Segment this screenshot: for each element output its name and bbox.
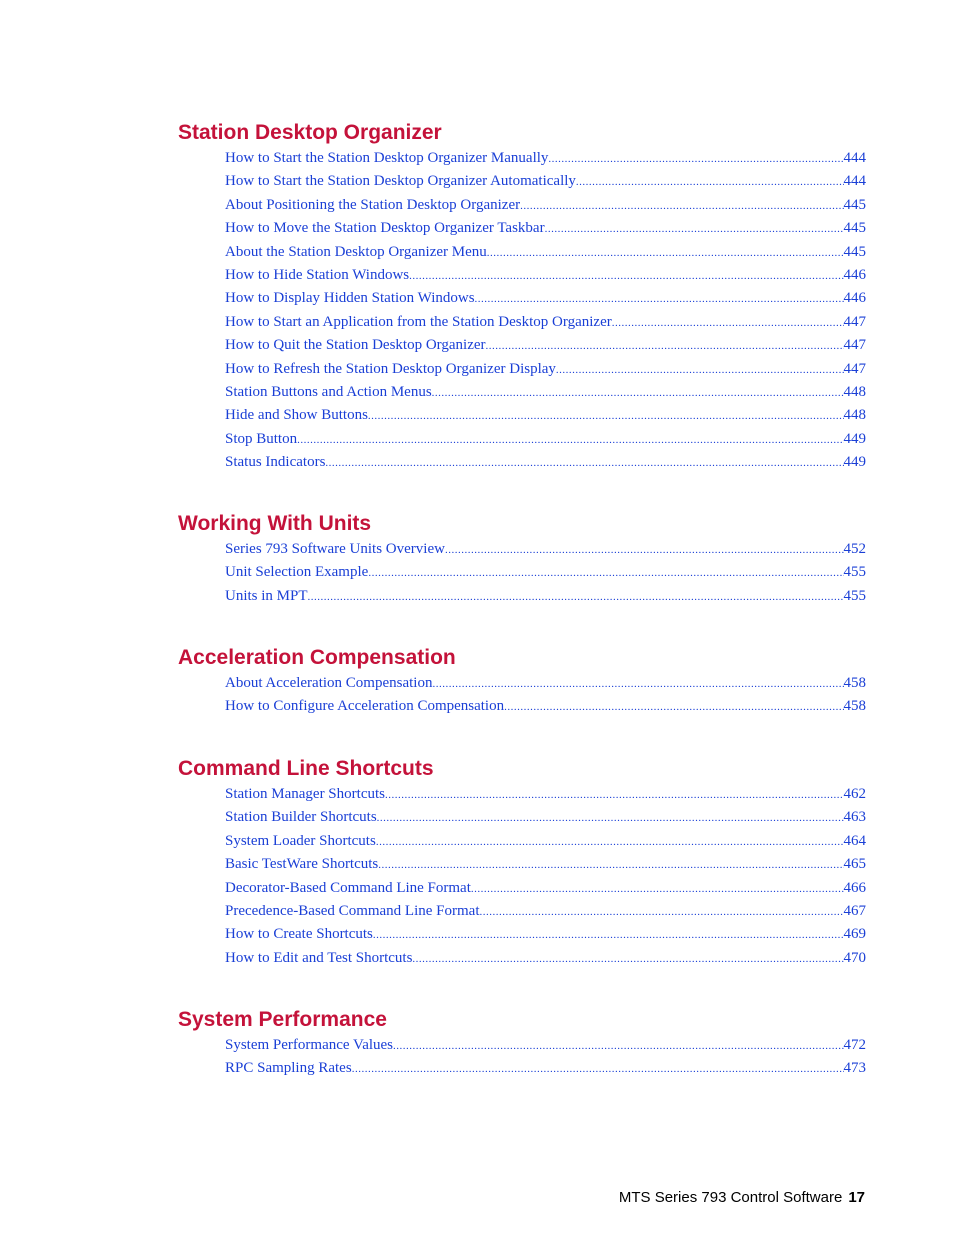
toc-entry[interactable] xyxy=(225,561,866,584)
dot-leader xyxy=(475,288,844,311)
toc-entry[interactable] xyxy=(225,287,866,310)
toc-entry[interactable] xyxy=(225,311,866,334)
toc-entry[interactable] xyxy=(225,241,866,264)
toc-entry-label: Status Indicators xyxy=(225,454,326,471)
toc-entry-page: 447 xyxy=(843,313,866,330)
toc-section-acceleration-compensation xyxy=(178,644,866,719)
dot-leader xyxy=(545,218,844,241)
toc-entry-list xyxy=(225,783,866,970)
dot-leader xyxy=(556,359,844,382)
dot-leader xyxy=(520,195,843,218)
toc-entry-list xyxy=(225,672,866,719)
toc-entry-label: How to Hide Station Windows xyxy=(225,266,410,283)
toc-entry-label: Series 793 Software Units Overview xyxy=(225,541,445,557)
toc-entry-page: 469 xyxy=(843,926,866,943)
toc-entry-page: 463 xyxy=(843,809,866,826)
toc-entry[interactable] xyxy=(225,1057,866,1080)
toc-entry-page: 470 xyxy=(843,949,866,966)
toc-entry-label: How to Edit and Test Shortcuts xyxy=(225,949,413,966)
dot-leader xyxy=(378,854,843,877)
toc-entry-label: How to Create Shortcuts xyxy=(225,926,373,943)
toc-entry-list xyxy=(225,538,866,608)
toc-entry[interactable] xyxy=(225,783,866,806)
toc-entry-label: Station Manager Shortcuts xyxy=(225,786,385,802)
toc-entry-page: 462 xyxy=(843,786,866,802)
toc-entry[interactable] xyxy=(225,672,866,695)
toc-entry-label: Station Builder Shortcuts xyxy=(225,809,377,826)
toc-entry-page: 446 xyxy=(843,266,866,283)
toc-entry-page: 449 xyxy=(843,430,866,447)
toc-entry-label: Basic TestWare Shortcuts xyxy=(225,856,379,873)
dot-leader xyxy=(393,1035,843,1058)
footer-page-number: 17 xyxy=(848,1189,865,1206)
dot-leader xyxy=(504,696,843,719)
dot-leader xyxy=(308,586,844,609)
toc-entry[interactable] xyxy=(225,806,866,829)
toc-entry-page: 452 xyxy=(843,541,866,557)
toc-entry-label: System Performance Values xyxy=(225,1037,394,1053)
toc-entry[interactable] xyxy=(225,877,866,900)
toc-entry-label: Unit Selection Example xyxy=(225,564,369,581)
toc-entry-page: 455 xyxy=(843,587,866,604)
dot-leader xyxy=(471,878,844,901)
toc-entry[interactable] xyxy=(225,900,866,923)
toc-entry[interactable] xyxy=(225,428,866,451)
toc-entry-page: 448 xyxy=(843,383,866,400)
toc-entry-page: 445 xyxy=(843,196,866,213)
toc-entry-label: Stop Button xyxy=(225,430,298,447)
dot-leader xyxy=(368,562,843,585)
section-heading: Working With Units xyxy=(178,512,372,535)
toc-entry-label: How to Start the Station Desktop Organizer Manually xyxy=(225,150,549,166)
toc-entry-page: 466 xyxy=(843,879,866,896)
dot-leader xyxy=(409,265,843,288)
toc-entry-label: Units in MPT xyxy=(225,587,308,604)
dot-leader xyxy=(486,335,844,358)
toc-entry-label: About Acceleration Compensation xyxy=(225,675,433,691)
toc-entry-page: 464 xyxy=(843,832,866,849)
toc-entry-label: Station Buttons and Action Menus xyxy=(225,383,432,400)
toc-entry-label: How to Quit the Station Desktop Organizer xyxy=(225,337,486,354)
dot-leader xyxy=(412,948,843,971)
toc-entry-label: About Positioning the Station Desktop Organizer xyxy=(225,196,521,213)
toc-entry-page: 449 xyxy=(843,454,866,471)
dot-leader xyxy=(612,312,844,335)
toc-entry[interactable] xyxy=(225,358,866,381)
section-heading: Command Line Shortcuts xyxy=(178,757,434,780)
dot-leader xyxy=(487,242,844,265)
dot-leader xyxy=(368,405,844,428)
toc-entry-page: 446 xyxy=(843,290,866,307)
toc-entry-page: 448 xyxy=(843,407,866,424)
toc-section-system-performance xyxy=(178,1006,866,1081)
toc-entry-label: How to Start the Station Desktop Organizer Automatically xyxy=(225,173,576,190)
toc-entry-page: 472 xyxy=(843,1037,866,1053)
toc-entry[interactable] xyxy=(225,194,866,217)
toc-entry-label: RPC Sampling Rates xyxy=(225,1060,352,1077)
toc-entry-page: 455 xyxy=(843,564,866,581)
toc-entry-list xyxy=(225,147,866,474)
toc-section-working-with-units xyxy=(178,510,866,608)
toc-entry[interactable] xyxy=(225,538,866,561)
dot-leader xyxy=(373,924,844,947)
toc-entry[interactable] xyxy=(225,451,866,474)
toc-entry[interactable] xyxy=(225,853,866,876)
toc-entry-page: 445 xyxy=(843,243,866,260)
toc-entry-page: 458 xyxy=(843,698,866,715)
section-heading: Acceleration Compensation xyxy=(178,646,456,669)
dot-leader xyxy=(352,1058,844,1081)
dot-leader xyxy=(480,901,844,924)
page-footer xyxy=(619,1188,865,1208)
toc-entry-label: System Loader Shortcuts xyxy=(225,832,376,849)
toc-entry[interactable] xyxy=(225,947,866,970)
toc-entry[interactable] xyxy=(225,334,866,357)
dot-leader xyxy=(325,452,843,475)
footer-title: MTS Series 793 Control Software xyxy=(618,1189,843,1206)
toc-section-station-desktop-organizer xyxy=(178,119,866,474)
toc-entry-page: 444 xyxy=(843,173,866,190)
toc-entry[interactable] xyxy=(225,381,866,404)
toc-entry-page: 467 xyxy=(843,902,866,919)
toc-entry-label: About the Station Desktop Organizer Menu xyxy=(225,243,487,260)
toc-entry-label: Precedence-Based Command Line Format xyxy=(225,902,480,919)
section-heading: Station Desktop Organizer xyxy=(178,121,442,144)
toc-entry-page: 444 xyxy=(843,150,866,166)
toc-entry-page: 447 xyxy=(843,337,866,354)
dot-leader xyxy=(377,807,844,830)
dot-leader xyxy=(548,148,843,171)
toc-entry-label: How to Display Hidden Station Windows xyxy=(225,290,475,307)
toc-entry[interactable] xyxy=(225,147,866,170)
dot-leader xyxy=(432,382,844,405)
toc-entry-page: 473 xyxy=(843,1060,866,1077)
dot-leader xyxy=(376,831,844,854)
toc-entry-label: How to Start an Application from the Station Desktop Organizer xyxy=(225,313,612,330)
toc-entry-list xyxy=(225,1034,866,1081)
toc-entry[interactable] xyxy=(225,695,866,718)
toc-entry-page: 447 xyxy=(843,360,866,377)
toc-section-command-line-shortcuts xyxy=(178,755,866,970)
section-heading: System Performance xyxy=(178,1008,387,1031)
toc-entry[interactable] xyxy=(225,264,866,287)
toc-entry-label: How to Move the Station Desktop Organizer Taskbar xyxy=(225,220,545,237)
toc-entry[interactable] xyxy=(225,170,866,193)
toc-entry[interactable] xyxy=(225,585,866,608)
toc-entry[interactable] xyxy=(225,404,866,427)
toc-entry-page: 465 xyxy=(843,856,866,873)
dot-leader xyxy=(385,784,844,807)
dot-leader xyxy=(576,171,844,194)
toc-entry[interactable] xyxy=(225,217,866,240)
toc-entry[interactable] xyxy=(225,1034,866,1057)
toc-entry-page: 445 xyxy=(843,220,866,237)
dot-leader xyxy=(445,539,844,562)
dot-leader xyxy=(432,673,843,696)
toc-entry-label: Decorator-Based Command Line Format xyxy=(225,879,471,896)
toc-entry[interactable] xyxy=(225,830,866,853)
toc-entry-label: How to Refresh the Station Desktop Organizer Display xyxy=(225,360,556,377)
toc-entry-page: 458 xyxy=(843,675,866,691)
toc-entry[interactable] xyxy=(225,923,866,946)
toc-entry-label: Hide and Show Buttons xyxy=(225,407,368,424)
toc-entry-label: How to Configure Acceleration Compensation xyxy=(225,698,505,715)
dot-leader xyxy=(297,429,843,452)
